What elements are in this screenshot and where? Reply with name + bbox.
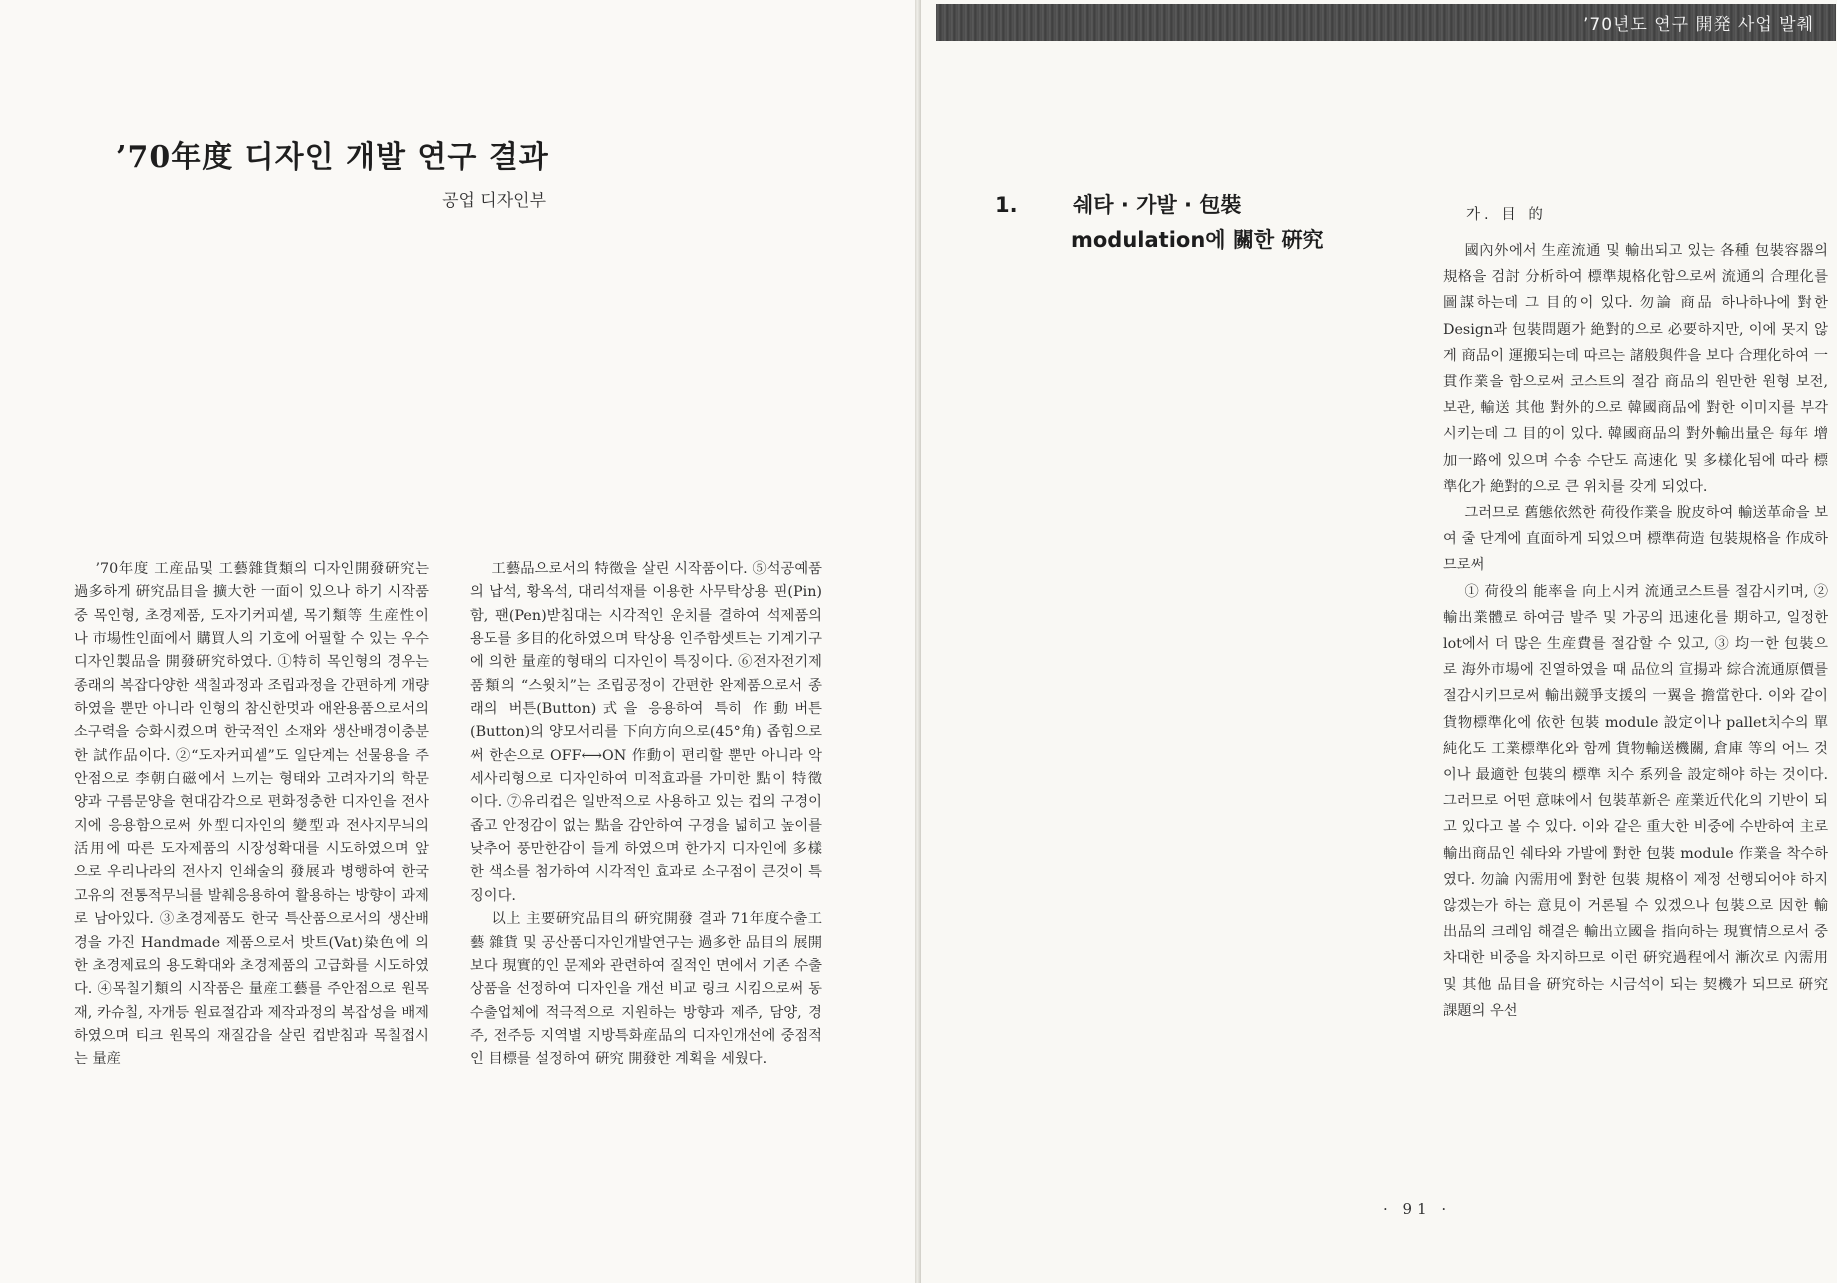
article-title: ’70年度 디자인 개발 연구 결과	[116, 140, 549, 175]
paragraph: ’70年度 工産品및 工藝雜貨類의 디자인開發硏究는 過多하게 硏究品目을 擴大한 一面이 있으나 하기 시작품중 목인형, 초경제품, 도자기커피셑, 목기類等 生産性이나 市場性인面에서 購買人의 기호에 어필할 수 있는 우수디자인製品을 開發硏究하였다. ①特히 목인형의 경우는 종래의 복잡다양한 색칠과정과 조립과정을 간편하게 개량하였을 뿐만 아니라 인형의 참신한멋과 애완용품으로서의 소구력을 승화시켰으며 한국적인 소재와 생산배경이충분한 試作品이다. ②“도자커피셑”도 일단계는 선물용을 주안점으로 李朝白磁에서 느끼는 형태와 고려자기의 학문양과 구름문양을 현대감각으로 편화정충한 디자인을 전사지에 응용함으로써 外型디자인의 變型과 전사지무늬의 活用에 따른 도자제품의 시장성확대를 시도하였으며 앞으로 우리나라의 전사지 인쇄술의 發展과 병행하여 한국 고유의 전통적무늬를 발췌응용하여 활용하는 방향이 과제로 남아있다. ③초경제품도 한국 특산품으로서의 생산배경을 가진 Handmade 제품으로서 밧트(Vat)染色에 의한 초경제료의 용도확대와 초경제품의 고급화를 시도하였다. ④목칠기類의 시작품은 量産工藝를 주안점으로 원목재, 카슈칠, 자개등 원료절감과 제작과정의 복잡성을 배제하였으며 티크 원목의 재질감을 살린 컵받침과 목칠접시는 量産	[74, 561, 429, 1068]
running-header-bar	[936, 4, 1836, 41]
section-title-line-2: modulation에 關한 硏究	[1071, 228, 1324, 252]
page-number: · 91 ·	[1383, 1200, 1452, 1218]
paragraph: 그러므로 舊態依然한 荷役作業을 脫皮하여 輸送革命을 보여 줄 단계에 直面하게 되었으며 標準荷造 包裝規格을 作成하므로써	[1443, 505, 1828, 574]
section-title	[995, 188, 1403, 258]
paragraph: 工藝品으로서의 特徵을 살린 시작품이다. ⑤석공예품의 납석, 황옥석, 대리석재를 이용한 사무탁상용 핀(Pin)함, 팬(Pen)받침대는 시각적인 운치를 결하여 석제품의 용도를 多目的化하였으며 탁상용 인주함셋트는 기계기구에 의한 量産的형태의 디자인이 특징이다. ⑥전자전기제품類의 “스윗치”는 조립공정이 간편한 완제품으로서 종래의 버튼(Button)式을 응용하여 특히 作動버튼(Button)의 양모서리를 下向方向으로(45°角) 좁힘으로써 한손으로 OFF⟷ON 作動이 편리할 뿐만 아니라 악세사리형으로 디자인하여 미적효과를 가미한 點이 特徵이다. ⑦유리컵은 일반적으로 사용하고 있는 컵의 구경이 좁고 안정감이 없는 點을 감안하여 구경을 넓히고 높이를 낮추어 풍만한감이 들게 하였으며 한가지 디자인에 多樣한 색소를 첨가하여 시각적인 효과로 소구점이 큰것이 특징이다.	[470, 561, 822, 904]
running-header: ’70년도 연구 開発 사업 발췌	[1582, 15, 1814, 35]
paragraph: 國內外에서 生産流通 및 輸出되고 있는 各種 包裝容器의 規格을 검討 分析하여 標準規格化함으로써 流通의 合理化를 圖謀하는데 그 目的이 있다. 勿論 商品 하나하나에 對한 Design과 包裝問題가 絶對的으로 必要하지만, 이에 못지 않게 商品이 運搬되는데 따르는 諸般與件을 보다 合理化하여 一貫作業을 함으로써 코스트의 절감 商品의 원만한 원형 보전, 보관, 輸送 其他 對外的으로 韓國商品에 對한 이미지를 부각시키는데 그 目的이 있다. 韓國商品의 對外輸出量은 每年 增加一路에 있으며 수송 수단도 高速化 및 多樣化됨에 따라 標準化가 絶對的으로 큰 위치를 갖게 되었다.	[1443, 243, 1828, 495]
right-page	[921, 0, 1837, 1283]
paragraph: ① 荷役의 能率을 向上시켜 流通코스트를 절감시키며, ② 輸出業體로 하여금 발주 및 가공의 迅速化를 期하고, 일정한 lot에서 더 많은 生産費를 절감할 수 있고, ③ 均一한 包裝으로 海外市場에 진열하였을 때 品位의 宣揚과 綜合流通原價를 절감시키므로써 輸出競爭支援의 一翼을 擔當한다. 이와 같이 貨物標準化에 依한 包裝 module 設定이나 pallet치수의 單純化도 工業標準化와 함께 貨物輸送機關, 倉庫 等의 어느 것이나 最適한 包裝의 標準 치수 系列을 設定해야 하는 것이다. 그러므로 어떤 意味에서 包裝革新은 産業近代化의 기반이 되고 있다고 볼 수 있다. 이와 같은 重大한 비중에 수반하여 主로 輸出商品인 쉐타와 가발에 對한 包裝 module 作業을 착수하였다. 勿論 內需用에 對한 包裝 規格이 제정 선행되어야 하지 않겠는가 하는 意見이 거론될 수 있겠으나 包裝으로 因한 輸出品의 크레임 해결은 輸出立國을 指向하는 現實情으로서 중차대한 비중을 차지하므로 이런 硏究過程에서 漸次로 內需用 및 其他 品目을 硏究하는 시금석이 되는 契機가 되므로 硏究課題의 우선	[1443, 583, 1828, 1019]
left-page	[0, 0, 915, 1283]
left-column-1	[74, 558, 429, 1118]
section-title-line-1: 쉐타 · 가발 · 包裝	[1073, 193, 1242, 217]
section-number: 1.	[995, 193, 1018, 217]
subheading-purpose: 가. 目 的	[1466, 207, 1547, 223]
right-column	[1443, 238, 1828, 1188]
paragraph: 以上 主要硏究品目의 硏究開發 결과 71年度수출工藝 雜貨 및 공산품디자인개발연구는 過多한 品目의 展開보다 現實的인 문제와 관련하여 질적인 면에서 기존 수출상품을 선정하여 디자인을 개선 비교 링크 시킴으로써 동수출업체에 적극적으로 지원하는 방향과 제주, 담양, 경주, 전주등 지역별 지방특화産品의 디자인개선에 중점적인 目標를 설정하여 硏究 開發한 계획을 세웠다.	[470, 911, 822, 1068]
left-column-2	[470, 558, 822, 1118]
department-byline: 공업 디자인부	[442, 191, 546, 211]
